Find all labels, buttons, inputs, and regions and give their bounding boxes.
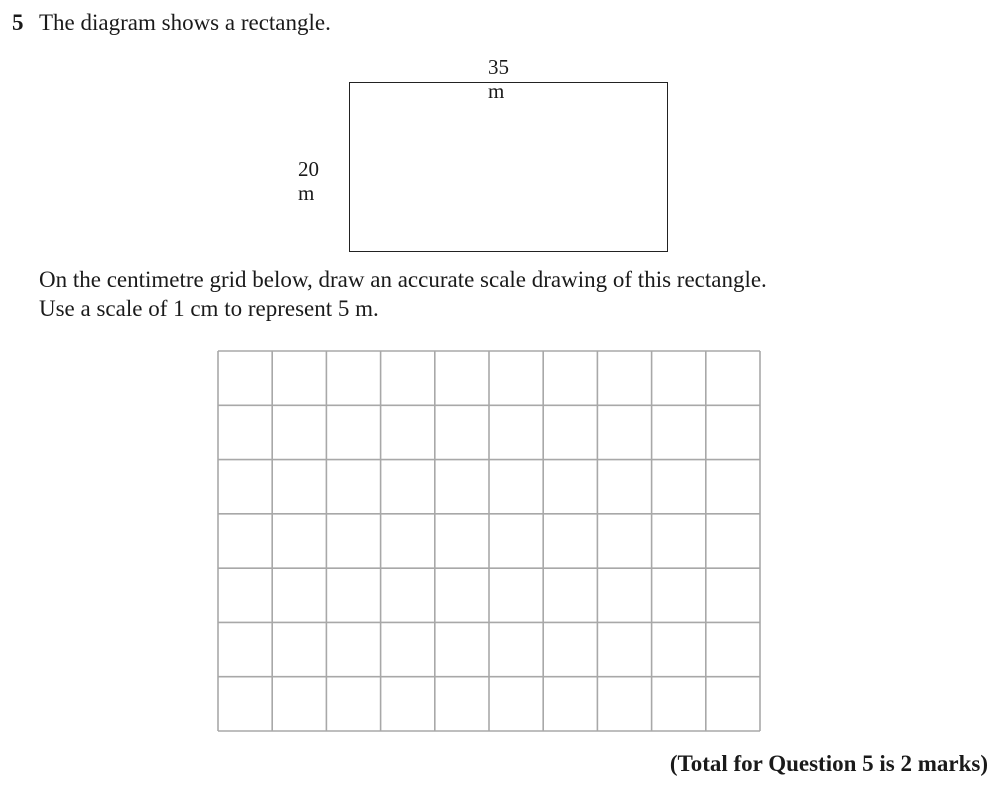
rectangle-width-label: 35 m [488,55,509,103]
rectangle-shape [349,82,668,252]
rectangle-height-label: 20 m [298,157,319,205]
instruction-line-1: On the centimetre grid below, draw an accurate scale drawing of this rectangle. [39,267,767,292]
instructions [39,265,767,323]
question-stem: The diagram shows a rectangle. [39,10,331,35]
question-total-marks: (Total for Question 5 is 2 marks) [669,751,988,776]
instruction-line-2: Use a scale of 1 cm to represent 5 m. [39,296,379,321]
question-number: 5 [12,10,24,35]
centimetre-grid[interactable] [217,350,761,732]
